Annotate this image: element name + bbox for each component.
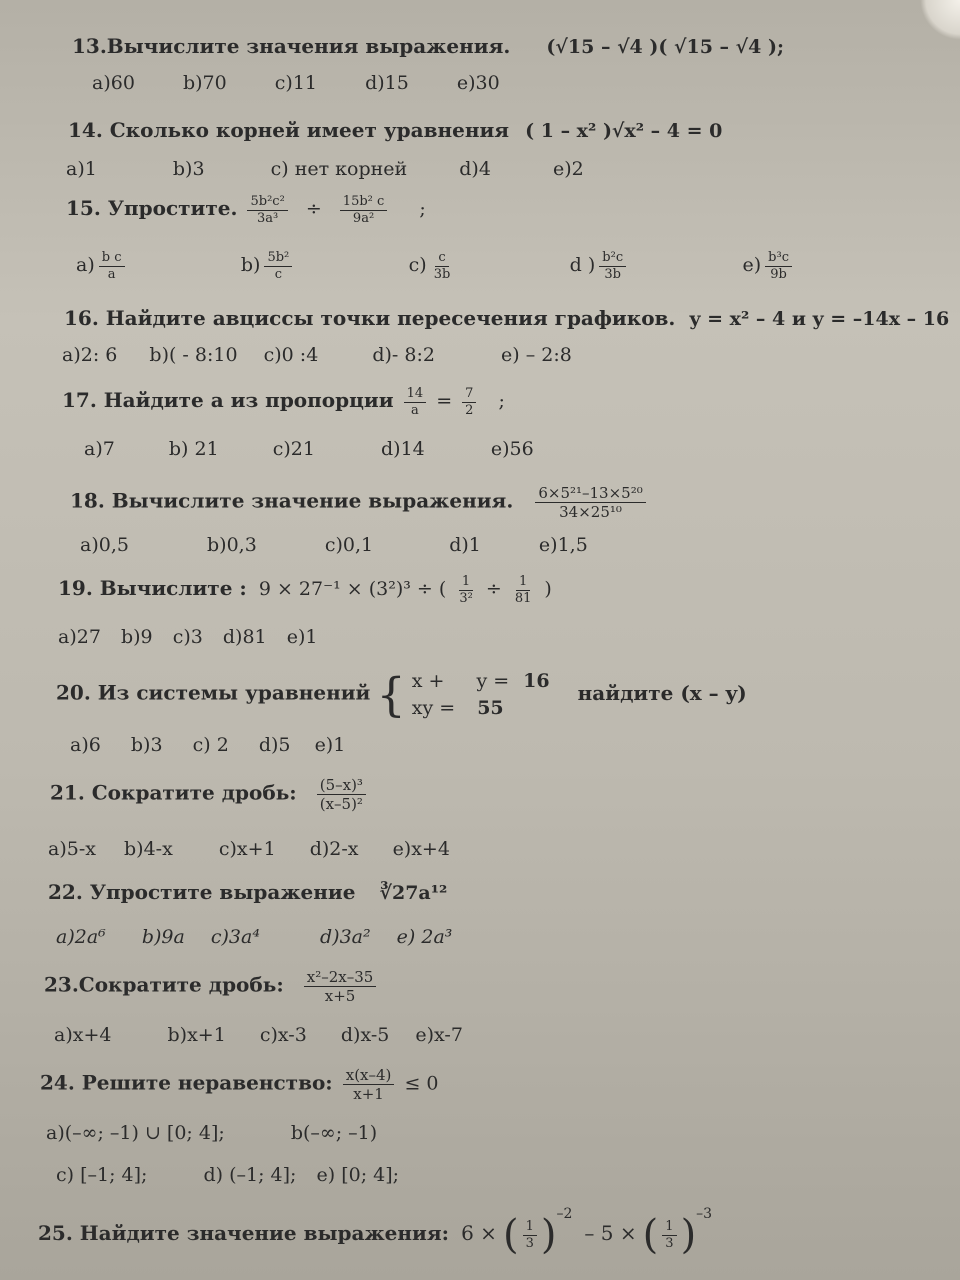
inequality-sign: ≤ 0 xyxy=(404,1072,439,1095)
problem-17-title: 17. Найдите a из пропорции xyxy=(62,388,394,413)
option[interactable]: c) [–1; 4]; xyxy=(56,1164,148,1186)
problem-15-title: 15. Упростите. xyxy=(66,196,238,221)
option[interactable]: c) нет корней xyxy=(270,158,408,180)
problem-24-options-row1 xyxy=(46,1122,377,1144)
option[interactable]: d)14 xyxy=(381,438,425,460)
option[interactable]: b)9 xyxy=(120,626,153,648)
option[interactable]: a)7 xyxy=(84,438,115,460)
exponent: –2 xyxy=(556,1206,573,1222)
problem-19-title: 19. Вычислите : xyxy=(58,576,247,601)
option[interactable]: a)60 xyxy=(92,72,135,94)
option[interactable]: e) $\frac{\text{b³c}}{9b}$ xyxy=(743,250,797,282)
problem-21 xyxy=(50,776,370,813)
problem-16-equations: y = x² – 4 и y = –14x – 16 xyxy=(689,308,950,330)
option[interactable]: c)0,1 xyxy=(324,534,374,556)
option[interactable]: b) 21 xyxy=(168,438,219,460)
problem-16-title: 16. Найдите авциссы точки пересечения графиков. xyxy=(64,306,676,330)
option[interactable]: a)(–∞; –1) ∪ [0; 4]; xyxy=(46,1122,225,1144)
fraction: $\frac{\text{5b²c²}}{\text{3a³}}$ xyxy=(247,194,287,226)
equation-system: x + y = 16 xy = 55 xyxy=(411,670,550,719)
divide-sign: ÷ xyxy=(485,578,502,601)
problem-21-options xyxy=(48,838,450,860)
close-paren: ) xyxy=(680,1212,697,1258)
option[interactable]: b)3 xyxy=(130,734,163,756)
problem-14 xyxy=(68,118,722,142)
problem-18-options xyxy=(80,534,588,556)
option[interactable]: d)2-x xyxy=(309,838,359,860)
problem-17-options xyxy=(84,438,534,460)
option[interactable]: a)2: 6 xyxy=(62,344,118,366)
problem-19-options xyxy=(58,626,317,648)
coefficient: – 5 × xyxy=(584,1221,637,1245)
option[interactable]: b)70 xyxy=(182,72,227,94)
problem-19 xyxy=(58,574,552,606)
option[interactable]: e) 2a³ xyxy=(396,926,453,948)
option[interactable]: a)6 xyxy=(70,734,101,756)
problem-14-title: 14. Сколько корней имеет уравнения xyxy=(68,118,510,142)
option[interactable]: d)4 xyxy=(459,158,491,180)
problem-20-title: 20. Из системы уравнений xyxy=(56,680,371,705)
option[interactable]: b)( - 8:10 xyxy=(149,344,238,366)
open-paren: ( xyxy=(642,1212,659,1258)
option[interactable]: c)21 xyxy=(272,438,315,460)
option[interactable]: e)1 xyxy=(314,734,346,756)
problem-23-title: 23.Сократите дробь: xyxy=(44,972,284,997)
option[interactable]: e)1,5 xyxy=(538,534,588,556)
option[interactable]: b(–∞; –1) xyxy=(290,1122,378,1144)
option[interactable]: d) (–1; 4]; xyxy=(203,1164,297,1186)
paper-corner xyxy=(920,0,960,40)
fraction: $\frac{1}{3}$ xyxy=(523,1219,537,1251)
option[interactable]: a)1 xyxy=(66,158,97,180)
equals-sign: = xyxy=(436,390,453,413)
problem-13-title: 13.Вычислите значения выражения. xyxy=(72,34,511,58)
coefficient: 6 × xyxy=(461,1221,497,1245)
problem-15 xyxy=(66,194,426,226)
open-paren: ( xyxy=(502,1212,519,1258)
option[interactable]: b)0,3 xyxy=(207,534,257,556)
problem-14-options xyxy=(66,158,584,180)
option[interactable]: d)3a² xyxy=(320,926,371,948)
fraction: $\frac{1}{\text{3²}}$ xyxy=(459,574,473,606)
problem-21-title: 21. Сократите дробь: xyxy=(50,780,297,805)
option[interactable]: e)2 xyxy=(552,158,584,180)
option[interactable]: e)56 xyxy=(490,438,534,460)
option[interactable]: d)1 xyxy=(449,534,481,556)
option[interactable]: a) $\frac{\text{b c}}{a}$ xyxy=(76,250,129,282)
divide-sign: ÷ xyxy=(305,198,322,221)
exponent: –3 xyxy=(696,1206,713,1222)
fraction: $\frac{7}{2}$ xyxy=(462,386,476,418)
option[interactable]: d ) $\frac{\text{b²c}}{3b}$ xyxy=(570,250,630,282)
problem-24 xyxy=(40,1066,439,1103)
option[interactable]: e)x+4 xyxy=(392,838,450,860)
option[interactable]: a)5-x xyxy=(48,838,96,860)
option[interactable]: e)1 xyxy=(286,626,318,648)
fraction: $\frac{x(x-4)}{x+1}$ xyxy=(343,1066,395,1103)
system-brace: { xyxy=(376,667,406,722)
problem-22-expression: ∛27a¹² xyxy=(379,882,448,904)
option[interactable]: b)x+1 xyxy=(167,1024,226,1046)
problem-23-options xyxy=(54,1024,463,1046)
problem-16-options xyxy=(62,344,572,366)
problem-13-expression: (√15 – √4 )( √15 – √4 ); xyxy=(546,36,784,58)
fraction: $\frac{\text{x²–2x–35}}{x+5}$ xyxy=(304,968,377,1005)
option[interactable]: d)x-5 xyxy=(340,1024,390,1046)
semicolon: ; xyxy=(419,198,426,221)
option[interactable]: d)15 xyxy=(365,72,409,94)
option[interactable]: c)3a⁴ xyxy=(210,926,260,948)
option[interactable]: b)9a xyxy=(141,926,185,948)
option[interactable]: d)81 xyxy=(222,626,267,648)
problem-18-title: 18. Вычислите значение выражения. xyxy=(70,488,514,513)
problem-20-options xyxy=(70,734,345,756)
problem-23 xyxy=(44,968,380,1005)
option[interactable]: c)0 :4 xyxy=(263,344,319,366)
problem-25-title: 25. Найдите значение выражения: xyxy=(38,1221,450,1245)
problem-19-expression: 9 × 27⁻¹ × (3²)³ ÷ ( xyxy=(258,578,447,601)
fraction: $\frac{14}{a}$ xyxy=(404,386,427,418)
problem-24-title: 24. Решите неравенство: xyxy=(40,1070,333,1095)
option[interactable]: c) 2 xyxy=(192,734,229,756)
option[interactable]: c)11 xyxy=(274,72,318,94)
option[interactable]: c)x-3 xyxy=(259,1024,307,1046)
option[interactable]: c) $\frac{c}{3b}$ xyxy=(408,250,451,282)
option[interactable]: a)27 xyxy=(58,626,101,648)
option[interactable]: a)0,5 xyxy=(80,534,129,556)
problem-20 xyxy=(56,668,747,721)
problem-22-title: 22. Упростите выражение xyxy=(48,880,356,904)
option[interactable]: b)4-x xyxy=(124,838,173,860)
semicolon: ; xyxy=(498,390,505,413)
option[interactable]: b) $\frac{\text{5b²}}{c}$ xyxy=(241,250,296,282)
problem-13-options xyxy=(92,72,500,94)
problem-15-options xyxy=(76,250,796,282)
fraction: $\frac{1}{3}$ xyxy=(662,1219,676,1251)
option[interactable]: e)x-7 xyxy=(415,1024,463,1046)
option[interactable]: d)5 xyxy=(258,734,291,756)
close-paren: ) xyxy=(540,1212,557,1258)
fraction: $\frac{1}{81}$ xyxy=(514,574,532,606)
problem-13 xyxy=(72,34,784,58)
problem-17 xyxy=(62,386,505,418)
fraction: $\frac{\text{(5–x)³}}{\text{(x–5)²}}$ xyxy=(317,776,366,813)
option[interactable]: b)3 xyxy=(172,158,205,180)
option[interactable]: e) [0; 4]; xyxy=(316,1164,400,1186)
problem-14-equation: ( 1 – x² )√x² – 4 = 0 xyxy=(525,120,723,142)
problem-22-options xyxy=(56,926,452,948)
option[interactable]: d)- 8:2 xyxy=(372,344,435,366)
problem-22 xyxy=(48,880,447,904)
option[interactable]: e) – 2:8 xyxy=(501,344,572,366)
option[interactable]: c)x+1 xyxy=(218,838,276,860)
option[interactable]: a)x+4 xyxy=(54,1024,112,1046)
problem-24-options-row2 xyxy=(56,1164,399,1186)
option[interactable]: c)3 xyxy=(172,626,203,648)
problem-16 xyxy=(64,306,949,330)
close-paren: ) xyxy=(544,578,552,601)
fraction: $\frac{\text{6×5²¹–13×5²⁰}}{\text{34×25¹⁰}}$ xyxy=(535,484,645,521)
problem-20-find: найдите (x – y) xyxy=(577,680,747,705)
option[interactable]: a)2a⁶ xyxy=(56,926,106,948)
problem-18 xyxy=(70,484,650,521)
problem-25 xyxy=(38,1206,712,1258)
option[interactable]: e)30 xyxy=(456,72,500,94)
fraction: $\frac{\text{15b² c}}{\text{9a²}}$ xyxy=(340,194,388,226)
